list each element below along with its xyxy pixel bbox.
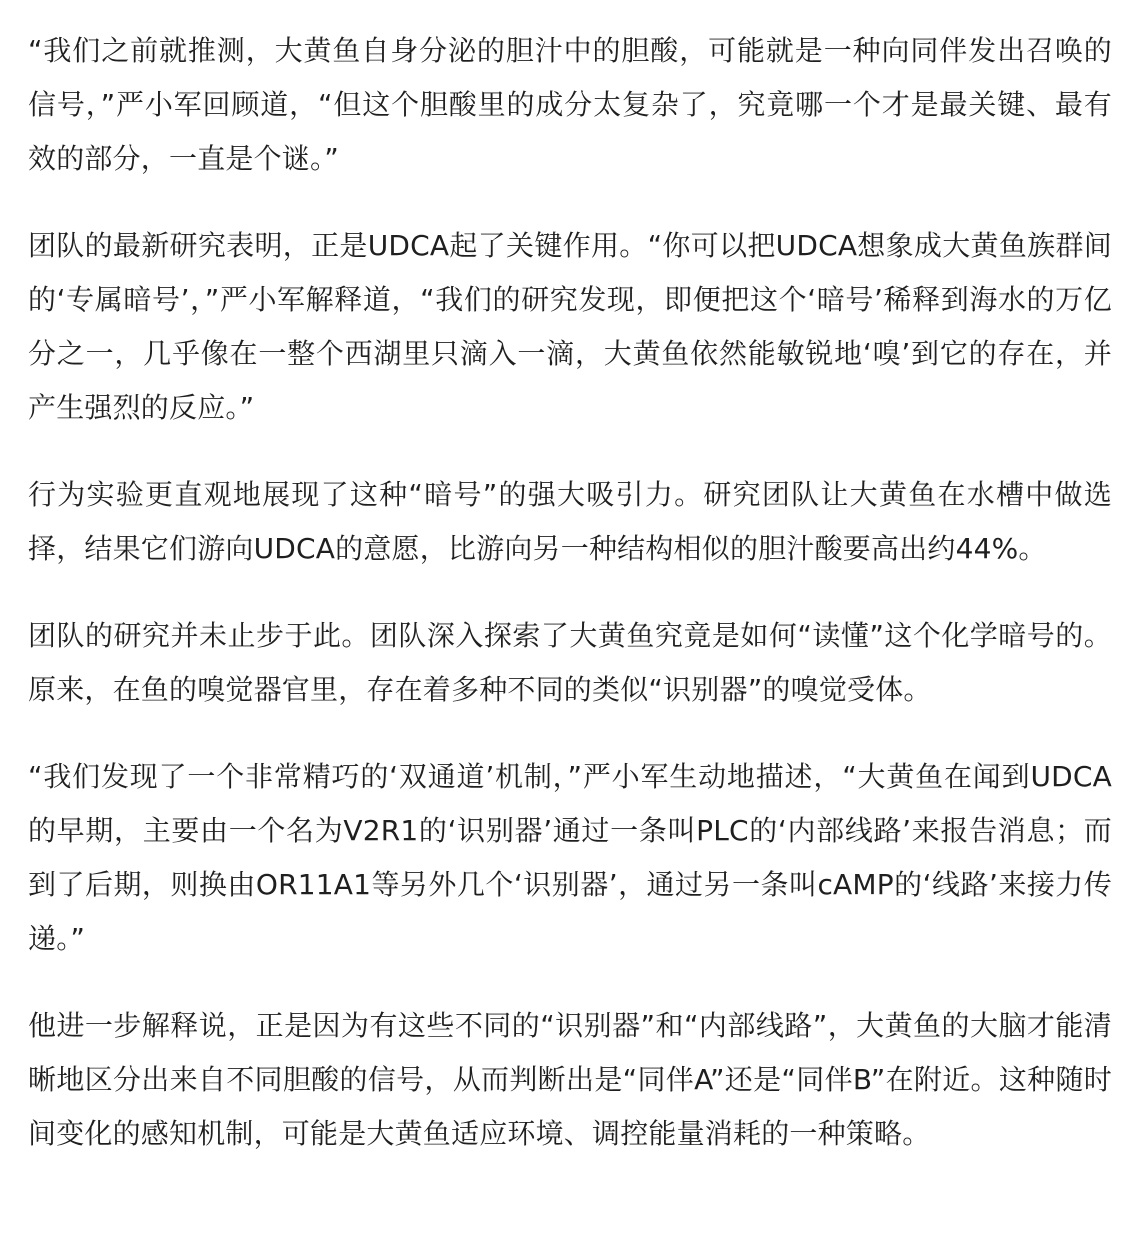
paragraph: 团队的最新研究表明，正是UDCA起了关键作用。“你可以把UDCA想象成大黄鱼族群间的‘专属暗号’，”严小军解释道，“我们的研究发现，即便把这个‘暗号’稀释到海水的万亿分之一，几乎像在一整个西湖里只滴入一滴，大黄鱼依然能敏锐地‘嗅’到它的存在，并产生强烈的反应。” — [28, 229, 1112, 424]
paragraph: “我们之前就推测，大黄鱼自身分泌的胆汁中的胆酸，可能就是一种向同伴发出召唤的信号，”严小军回顾道，“但这个胆酸里的成分太复杂了，究竟哪一个才是最关键、最有效的部分，一直是个谜。” — [28, 34, 1112, 175]
paragraph: 行为实验更直观地展现了这种“暗号”的强大吸引力。研究团队让大黄鱼在水槽中做选择，结果它们游向UDCA的意愿，比游向另一种结构相似的胆汁酸要高出约44%。 — [28, 478, 1112, 565]
paragraph: 他进一步解释说，正是因为有这些不同的“识别器”和“内部线路”，大黄鱼的大脑才能清晰地区分出来自不同胆酸的信号，从而判断出是“同伴A”还是“同伴B”在附近。这种随时间变化的感知机制，可能是大黄鱼适应环境、调控能量消耗的一种策略。 — [28, 1009, 1112, 1150]
paragraph: 团队的研究并未止步于此。团队深入探索了大黄鱼究竟是如何“读懂”这个化学暗号的。原来，在鱼的嗅觉器官里，存在着多种不同的类似“识别器”的嗅觉受体。 — [28, 619, 1112, 706]
paragraph: “我们发现了一个非常精巧的‘双通道’机制，”严小军生动地描述，“大黄鱼在闻到UDCA的早期，主要由一个名为V2R1的‘识别器’通过一条叫PLC的‘内部线路’来报告消息；而到了后期，则换由OR11A1等另外几个‘识别器’，通过另一条叫cAMP的‘线路’来接力传递。” — [28, 760, 1112, 955]
